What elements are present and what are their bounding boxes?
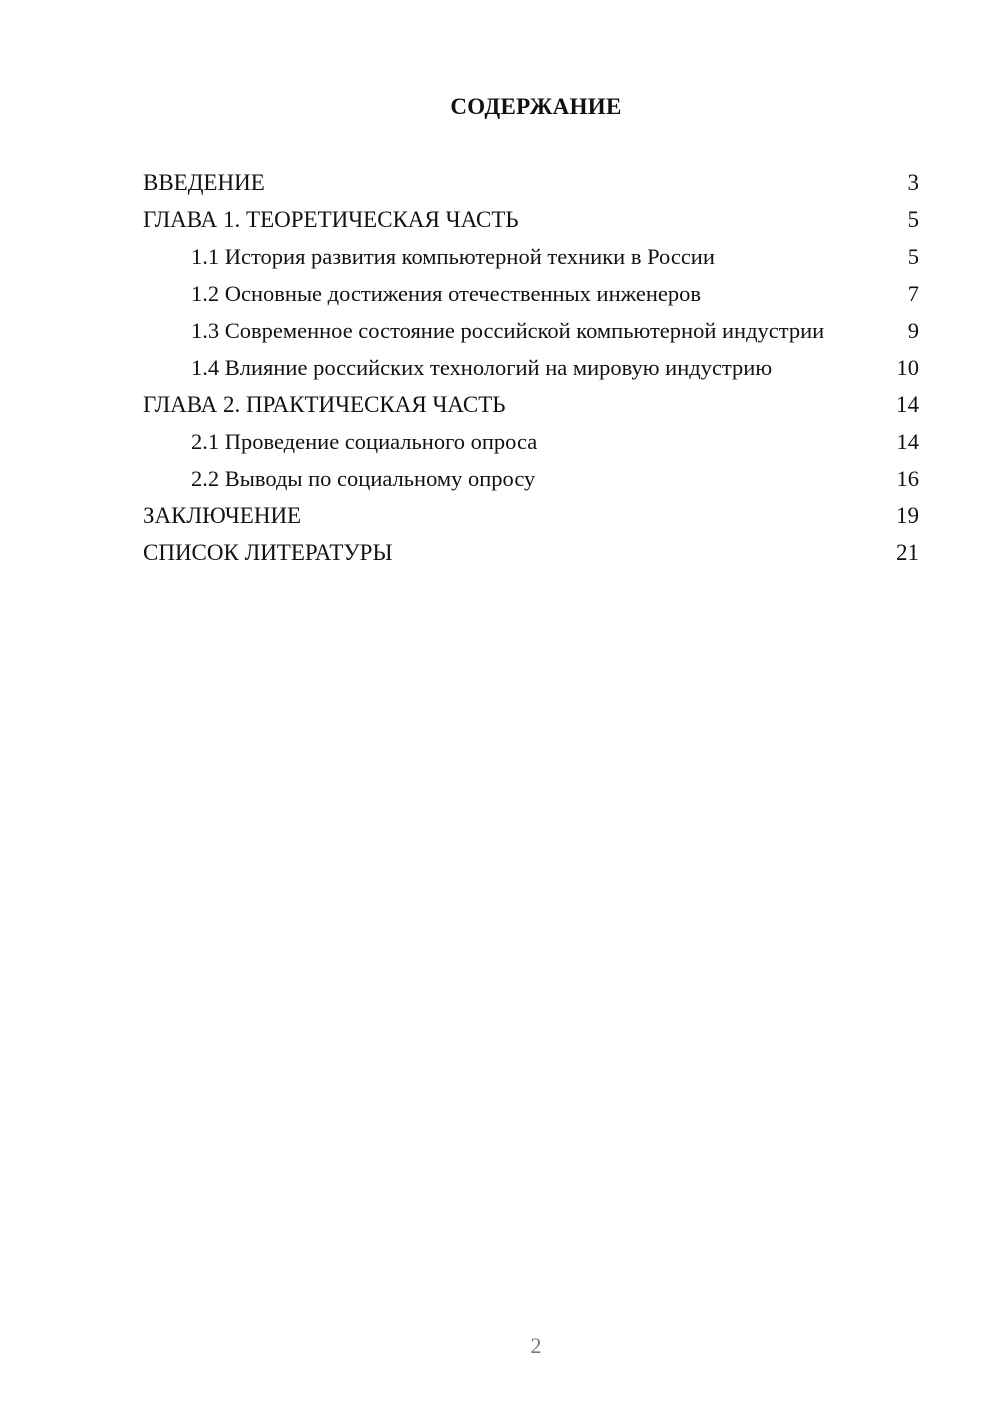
table-of-contents — [143, 169, 919, 576]
toc-entry-page: 5 — [907, 244, 919, 269]
toc-entry-chapter-2[interactable] — [143, 391, 919, 418]
toc-entry-label: СПИСОК ЛИТЕРАТУРЫ — [143, 540, 393, 565]
toc-entry-references[interactable] — [143, 539, 919, 566]
toc-entry-label: 1.2 Основные достижения отечественных инженеров — [191, 281, 701, 306]
toc-entry-section-1-3[interactable] — [143, 317, 919, 344]
toc-entry-page: 10 — [896, 355, 919, 380]
toc-entry-label: ГЛАВА 1. ТЕОРЕТИЧЕСКАЯ ЧАСТЬ — [143, 207, 519, 232]
toc-title: СОДЕРЖАНИЕ — [450, 94, 622, 119]
toc-entry-chapter-1[interactable] — [143, 206, 919, 233]
toc-entry-section-2-2[interactable] — [143, 465, 919, 492]
toc-entry-label: 2.2 Выводы по социальному опросу — [191, 466, 536, 491]
toc-entry-page: 14 — [896, 392, 919, 417]
toc-entry-label: ВВЕДЕНИЕ — [143, 170, 265, 195]
toc-entry-page: 5 — [907, 207, 919, 232]
toc-entry-page: 19 — [896, 503, 919, 528]
toc-entry-section-1-2[interactable] — [143, 280, 919, 307]
toc-entry-page: 7 — [907, 281, 919, 306]
toc-entry-label: ЗАКЛЮЧЕНИЕ — [143, 503, 302, 528]
toc-entry-label: ГЛАВА 2. ПРАКТИЧЕСКАЯ ЧАСТЬ — [143, 392, 506, 417]
toc-entry-page: 21 — [896, 540, 919, 565]
toc-entry-label: 1.4 Влияние российских технологий на мировую индустрию — [191, 355, 773, 380]
toc-entry-page: 3 — [907, 170, 919, 195]
toc-entry-section-2-1[interactable] — [143, 428, 919, 455]
toc-entry-page: 9 — [907, 318, 919, 343]
toc-entry-introduction[interactable] — [143, 169, 919, 196]
toc-entry-page: 14 — [896, 429, 919, 454]
toc-entry-label: 2.1 Проведение социального опроса — [191, 429, 538, 454]
toc-entry-section-1-1[interactable] — [143, 243, 919, 270]
toc-entry-section-1-4[interactable] — [143, 354, 919, 381]
page-number: 2 — [530, 1333, 542, 1358]
toc-entry-label: 1.3 Современное состояние российской компьютерной индустрии — [191, 318, 825, 343]
toc-entry-page: 16 — [896, 466, 919, 491]
toc-entry-label: 1.1 История развития компьютерной техники в России — [191, 244, 715, 269]
toc-entry-conclusion[interactable] — [143, 502, 919, 529]
